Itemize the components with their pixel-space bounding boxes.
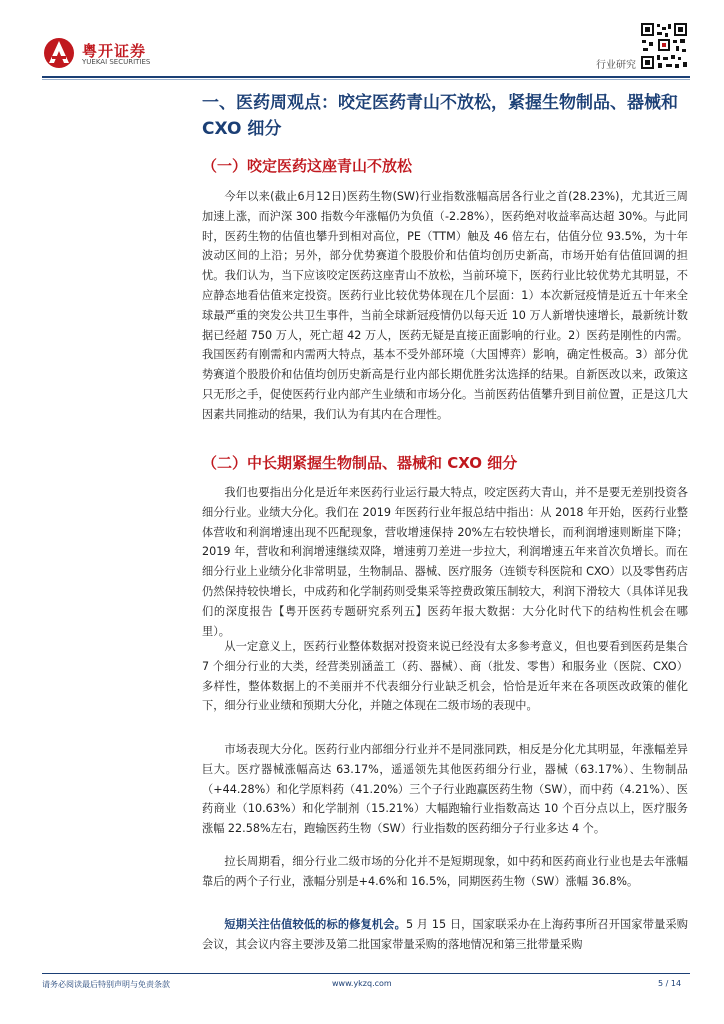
paragraph-6-lead: 短期关注估值较低的标的修复机会。 bbox=[224, 918, 406, 931]
subsection-title-2: （二）中长期紧握生物制品、器械和 CXO 细分 bbox=[202, 454, 518, 472]
footer-website[interactable]: www.ykzq.com bbox=[332, 979, 392, 988]
logo-mark-icon bbox=[42, 36, 76, 70]
qr-code-icon bbox=[640, 22, 688, 70]
header-divider bbox=[42, 76, 690, 78]
paragraph-3: 从一定意义上，医药行业整体数据对投资来说已经没有太多参考意义，但也要看到医药是集合 7 个细分行业的大类，经营类别涵盖工（药、器械）、商（批发、零售）和服务业（医院、CXO）多样性，整体数据上的不美丽并不代表细分行业缺乏机会，恰恰是近年来在各项医改政策的催化下，细分行业业绩和预期大分化，并随之体现在二级市场的表现中。 bbox=[202, 640, 688, 713]
report-type-label: 行业研究 bbox=[596, 60, 636, 71]
footer-divider bbox=[42, 973, 690, 974]
paragraph-1: 今年以来(截止6月12日)医药生物(SW)行业指数涨幅高居各行业之首(28.23%)，尤其近三周加速上涨，而沪深 300 指数今年涨幅仍为负值（-2.28%），医药绝对收益率高达超 30%。与此同时，医药生物的估值也攀升到相对高位，PE（TTM）触及 46 倍左右，估值分位 93.5%，为十年波动区间的上沿；另外，部分优势赛道个股股价和估值均创历史新高，市场开始有估值回调的担忧。我们认为，当下应该咬定医药这座青山不放松，当前环境下，医药行业比较优势尤其明显，不应静态地看估值来定投资。医药行业比较优势体现在几个层面：1）本次新冠疫情是近五十年来全球最严重的突发公共卫生事件，当前全球新冠疫情仍以每天近 10 万人新增快速增长，最新统计数据已经超 750 万人，死亡超 42 万人，医药无疑是直接正面影响的行业。2）医药是刚性的内需。我国医药有刚需和内需两大特点，基本不受外部环境（大国博弈）影响，确定性极高。3）部分优势赛道个股股价和估值均创历史新高是行业内部长期优胜劣汰选择的结果。自新医改以来，政策这只无形之手，促使医药行业内部产生业绩和市场分化。当前医药估值攀升到目前位置，正是这几大因素共同推动的结果，我们认为有其内在合理性。 bbox=[202, 190, 688, 421]
section-title: 一、医药周观点：咬定医药青山不放松，紧握生物制品、器械和 CXO 细分 bbox=[202, 93, 678, 139]
footer-disclaimer[interactable]: 请务必阅读最后特别声明与免责条款 bbox=[42, 980, 170, 989]
company-name-en: YUEKAI SECURITIES bbox=[82, 58, 151, 66]
paragraph-2: 我们也要指出分化是近年来医药行业运行最大特点，咬定医药大青山，并不是要无差别投资各细分行业。业绩大分化。我们在 2019 年医药行业年报总结中指出：从 2018 年开始，医药行业整体营收和利润增速出现不匹配现象，营收增速保持 20%左右较快增长，而利润增速则断崖下降；2019 年，营收和利润增速继续双降，增速剪刀差进一步拉大，利润增速五年来首次负增长。而在细分行业上业绩分化非常明显，生物制品、器械、医疗服务（连锁专科医院和 CXO）以及零售药店仍然保持较快增长，中成药和化学制药则受集采等控费政策压制较大，利润下滑较大（具体详见我们的深度报告【粤开医药专题研究系列五】医药年报大数据：大分化时代下的结构性机会在哪里）。 bbox=[202, 486, 688, 638]
paragraph-4: 市场表现大分化。医药行业内部细分行业并不是同涨同跌，相反是分化尤其明显，年涨幅差异巨大。医疗器械涨幅高达 63.17%，遥遥领先其他医药细分行业，器械（63.17%）、生物制品（+44.28%）和化学原料药（41.20%）三个子行业跑赢医药生物（SW），而中药（4.21%）、医药商业（10.63%）和化学制剂（15.21%）大幅跑输行业指数高达 10 个百分点以上，医疗服务涨幅 22.58%左右，跑输医药生物（SW）行业指数的医药细分子行业多达 4 个。 bbox=[202, 743, 688, 836]
paragraph-6 bbox=[202, 915, 688, 955]
company-logo bbox=[42, 36, 152, 70]
paragraph-6-body: 5 月 15 日，国家联采办在上海药事所召开国家带量采购会议，其会议内容主要涉及第二批国家带量采购的落地情况和第三批带量采购 bbox=[202, 918, 688, 951]
subsection-title-1: （一）咬定医药这座青山不放松 bbox=[202, 157, 413, 175]
page-number: 5 / 14 bbox=[658, 979, 682, 988]
paragraph-5: 拉长周期看，细分行业二级市场的分化并不是短期现象，如中药和医药商业行业也是去年涨幅靠后的两个子行业，涨幅分别是+4.6%和 16.5%，同期医药生物（SW）涨幅 36.8%。 bbox=[202, 855, 688, 888]
header-divider-thin bbox=[42, 79, 690, 80]
company-name-cn: 粤开证券 bbox=[82, 42, 147, 60]
